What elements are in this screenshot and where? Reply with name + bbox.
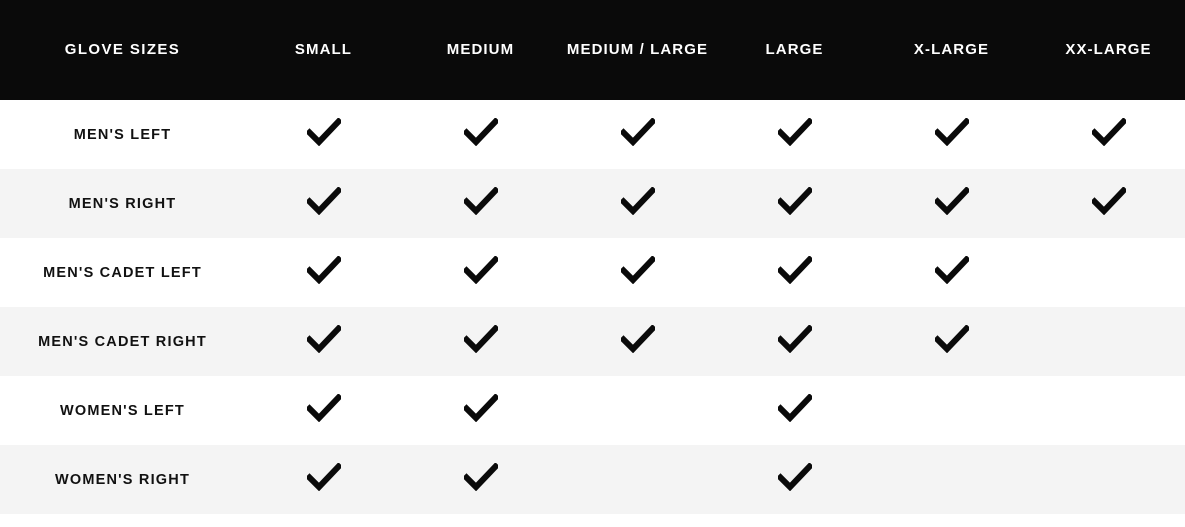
check-icon [464, 325, 498, 353]
cell-available [402, 169, 559, 238]
cell-available [245, 238, 402, 307]
check-icon [935, 187, 969, 215]
row-label: MEN'S RIGHT [0, 169, 245, 238]
check-icon [464, 463, 498, 491]
header-small: SMALL [245, 0, 402, 100]
empty-cell [1092, 325, 1126, 353]
empty-cell [1092, 394, 1126, 422]
cell-available [402, 307, 559, 376]
cell-available [402, 445, 559, 514]
cell-available [873, 100, 1030, 169]
check-icon [935, 118, 969, 146]
cell-available [245, 169, 402, 238]
cell-unavailable [873, 445, 1030, 514]
cell-available [245, 445, 402, 514]
header-large: LARGE [716, 0, 873, 100]
cell-unavailable [1030, 376, 1185, 445]
check-icon [778, 325, 812, 353]
cell-available [402, 238, 559, 307]
table-row [0, 445, 1185, 514]
cell-unavailable [559, 445, 716, 514]
check-icon [621, 256, 655, 284]
check-icon [464, 256, 498, 284]
check-icon [778, 256, 812, 284]
check-icon [778, 394, 812, 422]
check-icon [307, 256, 341, 284]
check-icon [621, 325, 655, 353]
cell-unavailable [873, 376, 1030, 445]
header-row [0, 0, 1185, 100]
table-row [0, 238, 1185, 307]
check-icon [1092, 118, 1126, 146]
check-icon [1092, 187, 1126, 215]
check-icon [935, 325, 969, 353]
table-body [0, 100, 1185, 514]
table-header [0, 0, 1185, 100]
check-icon [307, 118, 341, 146]
check-icon [778, 187, 812, 215]
table-row [0, 169, 1185, 238]
check-icon [621, 118, 655, 146]
cell-available [559, 307, 716, 376]
empty-cell [621, 394, 655, 422]
cell-available [402, 376, 559, 445]
cell-unavailable [1030, 307, 1185, 376]
cell-available [716, 238, 873, 307]
cell-available [716, 100, 873, 169]
row-label: WOMEN'S RIGHT [0, 445, 245, 514]
check-icon [464, 118, 498, 146]
cell-unavailable [1030, 238, 1185, 307]
cell-available [873, 169, 1030, 238]
cell-available [559, 169, 716, 238]
check-icon [307, 463, 341, 491]
check-icon [307, 394, 341, 422]
cell-available [402, 100, 559, 169]
table-row [0, 376, 1185, 445]
table-row [0, 100, 1185, 169]
row-label: MEN'S LEFT [0, 100, 245, 169]
check-icon [621, 187, 655, 215]
cell-available [559, 100, 716, 169]
cell-available [873, 238, 1030, 307]
check-icon [307, 325, 341, 353]
cell-available [245, 376, 402, 445]
cell-available [716, 307, 873, 376]
header-medium-large: MEDIUM / LARGE [559, 0, 716, 100]
cell-available [245, 100, 402, 169]
check-icon [464, 394, 498, 422]
check-icon [778, 118, 812, 146]
empty-cell [935, 463, 969, 491]
empty-cell [935, 394, 969, 422]
check-icon [464, 187, 498, 215]
cell-available [716, 169, 873, 238]
empty-cell [621, 463, 655, 491]
header-glove-sizes: GLOVE SIZES [0, 0, 245, 100]
check-icon [935, 256, 969, 284]
cell-unavailable [1030, 445, 1185, 514]
cell-available [1030, 169, 1185, 238]
cell-available [873, 307, 1030, 376]
header-x-large: X-LARGE [873, 0, 1030, 100]
table-row [0, 307, 1185, 376]
cell-available [245, 307, 402, 376]
cell-available [1030, 100, 1185, 169]
empty-cell [1092, 256, 1126, 284]
row-label: MEN'S CADET RIGHT [0, 307, 245, 376]
cell-available [559, 238, 716, 307]
check-icon [778, 463, 812, 491]
empty-cell [1092, 463, 1126, 491]
row-label: MEN'S CADET LEFT [0, 238, 245, 307]
cell-unavailable [559, 376, 716, 445]
row-label: WOMEN'S LEFT [0, 376, 245, 445]
header-xx-large: XX-LARGE [1030, 0, 1185, 100]
cell-available [716, 445, 873, 514]
check-icon [307, 187, 341, 215]
cell-available [716, 376, 873, 445]
header-medium: MEDIUM [402, 0, 559, 100]
